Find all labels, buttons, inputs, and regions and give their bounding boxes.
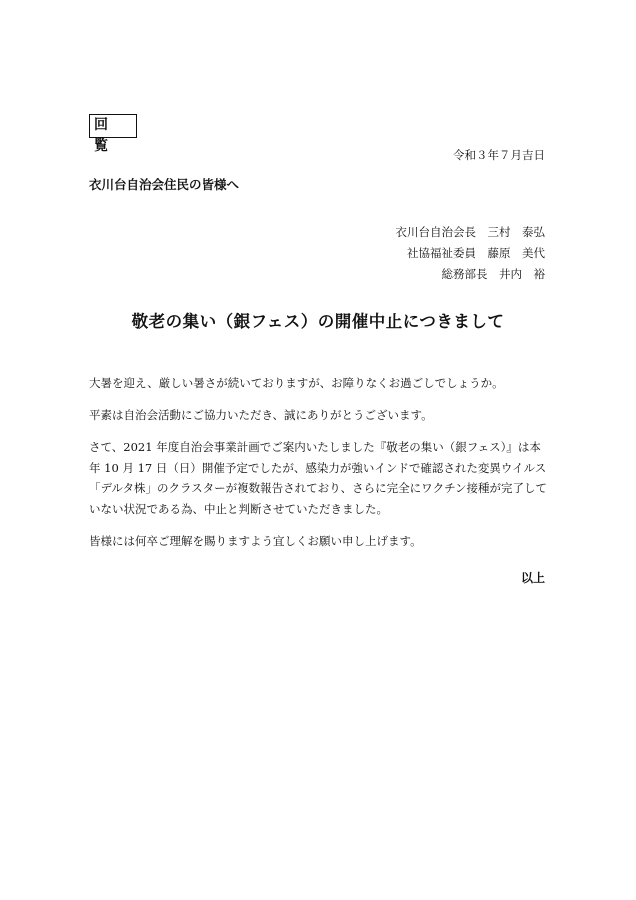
body-paragraph: さて、2021 年度自治会事業計画でご案内いたしました『敬老の集い（銀フェス）』は本年 10 月 17 日（日）開催予定でしたが、感染力が強いインドで確認された変異ウイルス「デルタ株」のクラスターが複数報告されており、さらに完全にワクチン接種が完了していない状況である為、中止と判断させていただきました。 (89, 440, 548, 516)
body-paragraph: 平素は自治会活動にご協力いただき、誠にありがとうございます。 (89, 408, 433, 422)
document-title: 敬老の集い（銀フェス）の開催中止につきまして (131, 312, 505, 331)
body-paragraph: 大暑を迎え、厳しい暑さが続いておりますが、お障りなくお過ごしでしょうか。 (89, 376, 504, 390)
issue-date: 令和３年７月吉日 (453, 148, 545, 162)
closing-mark: 以上 (520, 571, 545, 585)
sender-line: 衣川台自治会長 三村 泰弘 (395, 225, 545, 239)
body-paragraph: 皆様には何卒ご理解を賜りますよう宜しくお願い申し上げます。 (89, 534, 422, 548)
circulation-label: 回 覧 (89, 114, 137, 138)
addressee: 衣川台自治会住民の皆様へ (89, 177, 240, 192)
sender-block (396, 222, 546, 285)
sender-line: 社協福祉委員 藤原 美代 (407, 246, 545, 260)
sender-line: 総務部長 井内 裕 (441, 267, 545, 281)
